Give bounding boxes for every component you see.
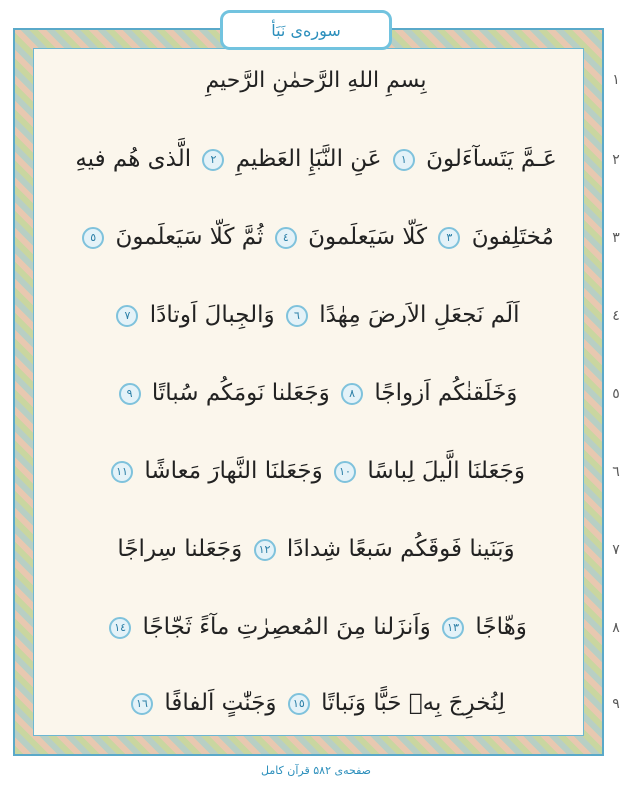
line-number: ٨ [612,620,620,636]
verse-text: کَلّا سَیَعلَمونَ [308,224,428,250]
verse-text: اَلَم نَجعَلِ الاَرضَ مِهٰدًا [319,302,520,328]
line-number: ٧ [612,542,620,558]
verse-text: وَجَعَلنَا النَّهارَ مَعاشًا [144,458,323,484]
surah-title-box [220,10,392,50]
line-number: ٩ [612,696,620,712]
ayah-marker-icon: ٩ [119,383,141,405]
verse-line [50,536,582,562]
line-number: ٦ [612,464,620,480]
ayah-marker-icon: ١٦ [131,693,153,715]
verse-line [50,146,582,172]
ayah-marker-icon: ١١ [111,461,133,483]
verse-text: وَالجِبالَ اَوتادًا [149,302,275,328]
line-number: ٣ [612,230,620,246]
ayah-marker-icon: ٤ [275,227,297,249]
ayah-marker-icon: ٧ [116,305,138,327]
verse-text: وَجَعَلنا سِراجًا [117,536,243,562]
verse-text: الَّذی هُم فیهِ [75,146,192,172]
ayah-marker-icon: ١٢ [254,539,276,561]
page-footer: صفحه‌ی ۵۸۲ قرآن کامل [260,764,372,777]
verse-text: وَجَنّٰتٍ اَلفافًا [164,690,277,716]
surah-title: سوره‌ی نَبَأ [271,20,341,40]
ayah-marker-icon: ١٠ [334,461,356,483]
verse-text: وَهّاجًا [475,614,527,640]
verse-text: لِنُخرِجَ بِهٖ حَبًّا وَنَباتًا [321,690,505,716]
verse-text: وَجَعَلنا نَومَکُم سُباتًا [151,380,330,406]
ayah-marker-icon: ١٥ [288,693,310,715]
verse-text: ثُمَّ کَلّا سَیَعلَمونَ [115,224,264,250]
ayah-marker-icon: ١٣ [442,617,464,639]
ayah-marker-icon: ٥ [82,227,104,249]
verse-text: وَخَلَقنٰکُم اَزواجًا [374,380,518,406]
ayah-marker-icon: ١٤ [109,617,131,639]
verse-line [50,458,582,484]
verse-text: وَجَعَلنَا الَّیلَ لِباسًا [367,458,525,484]
verse-text: مُختَلِفونَ [471,224,554,250]
ayah-marker-icon: ٢ [202,149,224,171]
verse-line [50,690,582,716]
ayah-marker-icon: ٨ [341,383,363,405]
line-number: ١ [612,72,620,88]
verse-text: وَاَنزَلنا مِنَ المُعصِرٰتِ مآءً ثَجّاجًا [142,614,431,640]
ayah-marker-icon: ١ [393,149,415,171]
verse-line [50,614,582,640]
verse-line [50,380,582,406]
verse-text: عَـمَّ یَتَسآءَلونَ [426,146,557,172]
verse-line [50,302,582,328]
line-number: ٢ [612,152,620,168]
verse-text: عَنِ النَّبَإِ العَظیمِ [235,146,382,172]
bismillah: بِسمِ اللهِ الرَّحمٰنِ الرَّحیمِ [205,68,427,93]
line-number: ٤ [612,308,620,324]
verse-text: وَبَنَینا فَوقَکُم سَبعًا شِدادًا [286,536,515,562]
ayah-marker-icon: ٦ [286,305,308,327]
ayah-marker-icon: ٣ [438,227,460,249]
line-number: ٥ [612,386,620,402]
verse-line [50,224,582,250]
